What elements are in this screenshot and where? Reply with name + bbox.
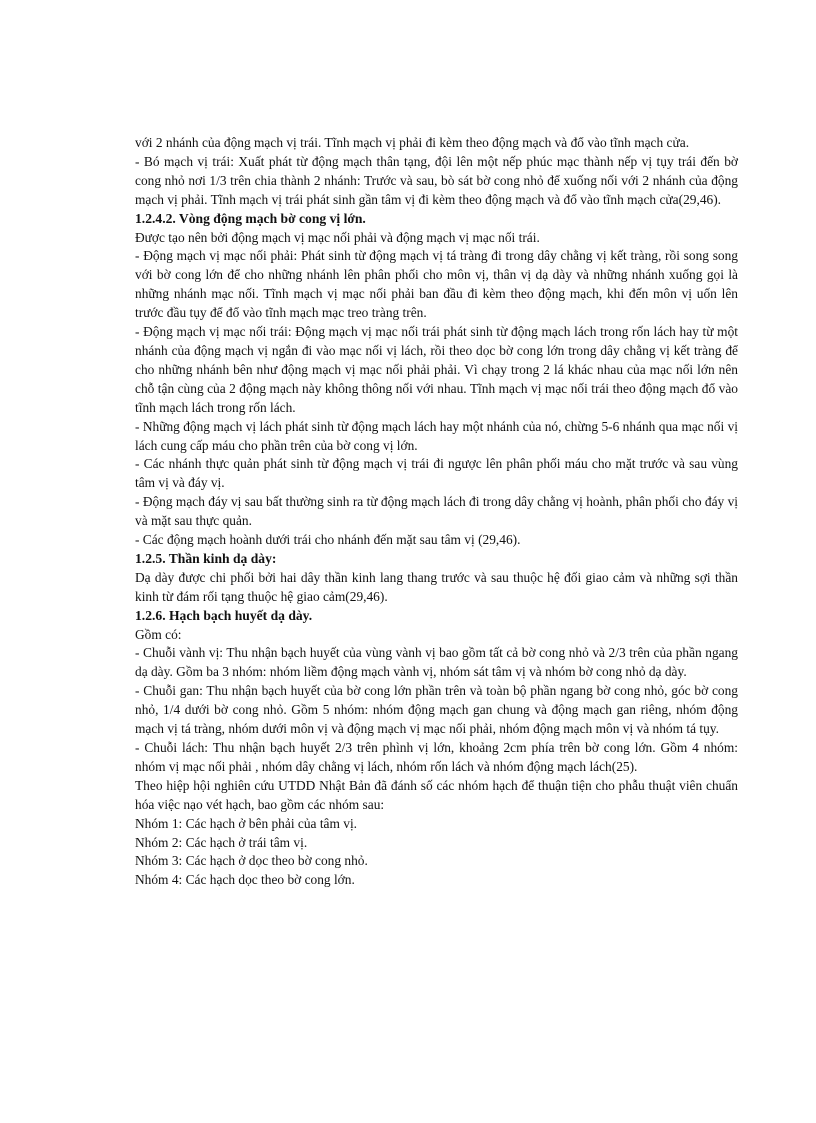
paragraph: - Những động mạch vị lách phát sinh từ động mạch lách hay một nhánh của nó, chừng 5-6 nhánh qua mạc nối vị lách cung cấp máu cho phần trên của bờ cong vị lớn. <box>135 418 738 453</box>
paragraph: Gồm có: <box>135 626 182 642</box>
paragraph: - Các động mạch hoành dưới trái cho nhánh đến mặt sau tâm vị (29,46). <box>135 532 521 548</box>
paragraph: Dạ dày được chi phối bởi hai dây thần kinh lang thang trước và sau thuộc hệ đối giao cảm và những sợi thần kinh từ đám rối tạng thuộc hệ giao cảm(29,46). <box>135 569 738 604</box>
paragraph: - Chuỗi lách: Thu nhận bạch huyết 2/3 trên phình vị lớn, khoảng 2cm phía trên bờ cong lớn. Gồm 4 nhóm: nhóm vị mạc nối phải , nhóm dây chằng vị lách, nhóm rốn lách và nhóm động mạch lách(25). <box>135 740 738 774</box>
list-item: Nhóm 1: Các hạch ở bên phải của tâm vị. <box>135 815 358 831</box>
paragraph: với 2 nhánh của động mạch vị trái. Tĩnh mạch vị phải đi kèm theo động mạch và đổ vào tĩnh mạch cửa. <box>135 135 690 150</box>
paragraph: - Động mạch vị mạc nối trái: Động mạch vị mạc nối trái phát sinh từ động mạch lách trong rốn lách hay từ một nhánh của động mạch vị ngắn đi vào mạc nối vị lách, rồi theo dọc bờ cong lớn trong dây chằng vị kết tràng để cho những nhánh bên như động mạch vị mạc nối phải phải. Vì chạy trong 2 lá khác nhau của mạc nối lớn nên chỗ tận cùng của 2 động mạch này không thông nối với nhau. Tĩnh mạch vị mạc nối trái theo động mạch đổ vào tĩnh mạch lách trong rốn lách. <box>135 324 738 415</box>
section-heading: 1.2.5. Thần kinh dạ dày: <box>135 550 277 566</box>
paragraph: - Bó mạch vị trái: Xuất phát từ động mạch thân tạng, đội lên một nếp phúc mạc thành nếp vị tụy trái đến bờ cong nhỏ nơi 1/3 trên chia thành 2 nhánh: Trước và sau, bò sát bờ cong nhỏ để xuống nối với 2 nhánh của động mạch vị phải. Tĩnh mạch vị trái phát sinh gần tâm vị đi kèm theo động mạch và đổ vào tĩnh mạch cửa(29,46). <box>135 153 738 207</box>
section-heading: 1.2.6. Hạch bạch huyết dạ dày. <box>135 607 313 623</box>
paragraph: - Động mạch đáy vị sau bất thường sinh ra từ động mạch lách đi trong dây chằng vị hoành, phân phối cho đáy vị và mặt sau thực quản. <box>135 494 738 529</box>
section-heading: 1.2.4.2. Vòng động mạch bờ cong vị lớn. <box>135 210 366 226</box>
paragraph: Theo hiệp hội nghiên cứu UTDD Nhật Bản đã đánh số các nhóm hạch để thuận tiện cho phẫu thuật viên chuẩn hóa việc nạo vét hạch, bao gồm các nhóm sau: <box>135 777 738 812</box>
list-item: Nhóm 4: Các hạch dọc theo bờ cong lớn. <box>135 872 355 888</box>
list-item: Nhóm 3: Các hạch ở dọc theo bờ cong nhỏ. <box>135 853 368 869</box>
paragraph: Được tạo nên bởi động mạch vị mạc nối phải và động mạch vị mạc nối trái. <box>135 229 540 245</box>
list-item: Nhóm 2: Các hạch ở trái tâm vị. <box>135 834 308 850</box>
document-body <box>135 134 738 890</box>
paragraph: - Động mạch vị mạc nối phải: Phát sinh từ động mạch vị tá tràng đi trong dây chằng vị kết tràng, rồi song song với bờ cong lớn để cho những nhánh lên phân phối cho môn vị, thân vị dạ dày và những nhánh xuống gọi là những nhánh mạc nối. Tĩnh mạch vị mạc nối phải ban đầu đi kèm theo động mạch, khi đến môn vị uốn lên trước đầu tụy để đổ vào tĩnh mạch mạc treo tràng trên. <box>135 248 738 321</box>
paragraph: - Các nhánh thực quản phát sinh từ động mạch vị trái đi ngược lên phân phối máu cho mặt trước và sau vùng tâm vị và đáy vị. <box>135 456 738 491</box>
paragraph: - Chuỗi vành vị: Thu nhận bạch huyết của vùng vành vị bao gồm tất cả bờ cong nhỏ và 2/3 trên của phần ngang dạ dày. Gồm ba 3 nhóm: nhóm liềm động mạch vành vị, nhóm sát tâm vị và nhóm bờ cong nhỏ dạ dày. <box>135 645 738 680</box>
paragraph: - Chuỗi gan: Thu nhận bạch huyết của bờ cong lớn phần trên và toàn bộ phần ngang bờ cong nhỏ, góc bờ cong nhỏ, 1/4 dưới bờ cong nhỏ. Gồm 5 nhóm: nhóm động mạch gan chung và động mạch gan riêng, nhóm động mạch vị tá tràng, nhóm dưới môn vị và động mạch vị mạc nối phải, nhóm động mạch môn vị và nhóm tá tụy. <box>135 683 738 737</box>
